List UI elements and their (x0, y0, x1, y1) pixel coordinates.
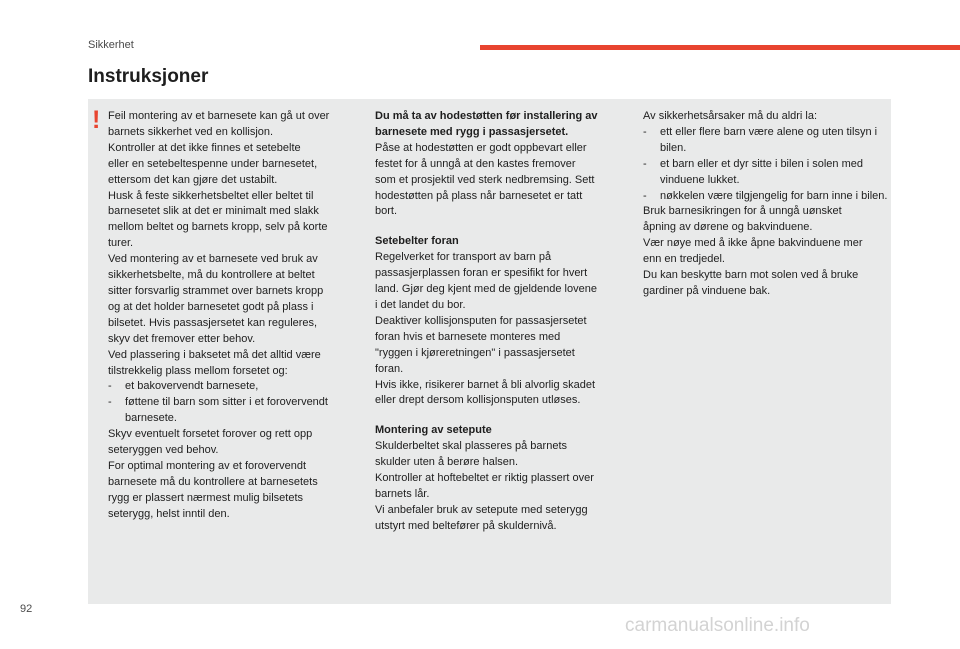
dash-bullet-icon: - (108, 396, 112, 409)
belts-heading: Setebelter foran (375, 235, 459, 248)
text-line: eller en setebeltespenne under barnesetet, (108, 157, 318, 170)
text-line: gardiner på vinduene bak. (643, 284, 771, 297)
text-line: mellom beltet og barnets kropp, selv på korte (108, 221, 328, 234)
text-line: Ved plassering i baksetet må det alltid være (108, 348, 321, 361)
dash-bullet-icon: - (643, 125, 647, 138)
text-line: skyv det fremover etter behov. (108, 332, 256, 345)
dash-bullet-icon: - (108, 380, 112, 393)
bullet-text: nøkkelen være tilgjengelig for barn inne i bilen. (660, 189, 888, 202)
warning-icon: ! (92, 106, 101, 134)
section-accent-bar (480, 45, 960, 50)
text-line: ettersom det kan gjøre det ustabilt. (108, 173, 278, 186)
text-line: passasjerplassen foran er spesifikt for hvert (375, 267, 588, 280)
text-line: seterygg, helst inntil den. (108, 507, 230, 520)
page-title: Instruksjoner (88, 66, 209, 87)
text-line: barnesetet slik at det er minimalt med slakk (108, 205, 319, 218)
text-line: Du kan beskytte barn mot solen ved å bruke (643, 269, 859, 282)
bullet-item (643, 157, 888, 189)
text-line: barnets sikkerhet ved en kollisjon. (108, 125, 274, 138)
text-line: enn en tredjedel. (643, 253, 725, 266)
text-line: foran hvis et barnesete monteres med (375, 330, 561, 343)
text-line: Vær nøye med å ikke åpne bakvinduene mer (643, 237, 863, 250)
text-line: utstyrt med beltefører på skuldernivå. (375, 519, 557, 532)
bullet-item (643, 125, 888, 157)
text-line: Bruk barnesikringen for å unngå uønsket (643, 205, 842, 218)
text-line: For optimal montering av et forovervendt (108, 459, 307, 472)
text-line: turer. (108, 237, 134, 250)
text-line: "ryggen i kjøreretningen" i passasjersetet (375, 346, 575, 359)
text-line: Feil montering av et barnesete kan gå ut over (108, 110, 330, 122)
text-line: Vi anbefaler bruk av setepute med seterygg (375, 503, 588, 516)
text-line: barnesete må du kontrollere at barnesetets (108, 475, 318, 488)
bullet-item (643, 189, 888, 205)
text-line: land. Gjør deg kjent med de gjeldende lovene (375, 283, 597, 296)
dash-bullet-icon: - (643, 157, 647, 170)
text-line: bilsetet. Hvis passasjersetet kan reguleres, (108, 316, 318, 329)
text-line: tilstrekkelig plass mellom forsetet og: (108, 364, 288, 377)
text-line: Deaktiver kollisjonsputen for passasjersetet (375, 314, 587, 327)
text-line: seteryggen ved behov. (108, 444, 219, 457)
text-line: Husk å feste sikkerhetsbeltet eller beltet til (108, 189, 314, 202)
bullet-text: føttene til barn som sitter i et forovervendt barnesete. (125, 396, 328, 425)
text-line: i det landet du bor. (375, 298, 466, 311)
text-line: bort. (375, 205, 398, 218)
text-line: Skyv eventuelt forsetet forover og rett opp (108, 428, 313, 441)
bullet-item (108, 379, 354, 395)
text-line: foran. (375, 362, 404, 375)
column-right (643, 109, 888, 300)
text-line: sitter forsvarlig strammet over barnets kropp (108, 284, 324, 297)
text-line: Ved montering av et barnesete ved bruk av (108, 253, 318, 266)
column-middle (375, 109, 625, 535)
bullet-text: et barn eller et dyr sitte i bilen i solen med vinduene lukket. (660, 157, 863, 186)
text-line: barnets lår. (375, 487, 430, 500)
text-line: sikkerhetsbelte, må du kontrollere at beltet (108, 269, 315, 282)
text-line: eller drept dersom kollisjonsputen utløses. (375, 394, 581, 407)
text-line: Påse at hodestøtten er godt oppbevart eller (375, 141, 587, 154)
bullet-item (108, 395, 354, 427)
section-label: Sikkerhet (88, 39, 134, 51)
text-line: skulder uten å berøre halsen. (375, 456, 519, 469)
text-line: Hvis ikke, risikerer barnet å bli alvorlig skadet (375, 378, 596, 391)
bold-text-line: Du må ta av hodestøtten før installering av (375, 110, 598, 122)
text-line: Regelverket for transport av barn på (375, 251, 552, 264)
page-number: 92 (20, 603, 33, 615)
text-line: festet for å unngå at den kastes fremover (375, 157, 576, 170)
text-line: Skulderbeltet skal plasseres på barnets (375, 440, 567, 453)
text-line: rygg er plassert nærmest mulig bilsetets (108, 491, 304, 504)
watermark: carmanualsonline.info (625, 615, 810, 636)
text-line: Kontroller at hoftebeltet er riktig plassert over (375, 472, 594, 485)
bullet-text: et bakovervendt barnesete, (125, 380, 259, 393)
booster-heading: Montering av setepute (375, 424, 492, 437)
text-line: som et prosjektil ved sterk nedbremsing. Sett (375, 173, 595, 186)
safety-intro: Av sikkerhetsårsaker må du aldri la: (643, 110, 818, 122)
text-line: hodestøtten på plass når barnesetet er tatt (375, 189, 583, 202)
column-left (108, 109, 354, 523)
text-line: Kontroller at det ikke finnes et setebelte (108, 141, 301, 154)
text-line: åpning av dørene og bakvinduene. (643, 221, 813, 234)
bold-text-line: barnesete med rygg i passasjersetet. (375, 125, 569, 138)
text-line: og at det holder barnesetet godt på plass i (108, 300, 314, 313)
dash-bullet-icon: - (643, 189, 647, 202)
bullet-text: ett eller flere barn være alene og uten tilsyn i bilen. (660, 125, 878, 154)
